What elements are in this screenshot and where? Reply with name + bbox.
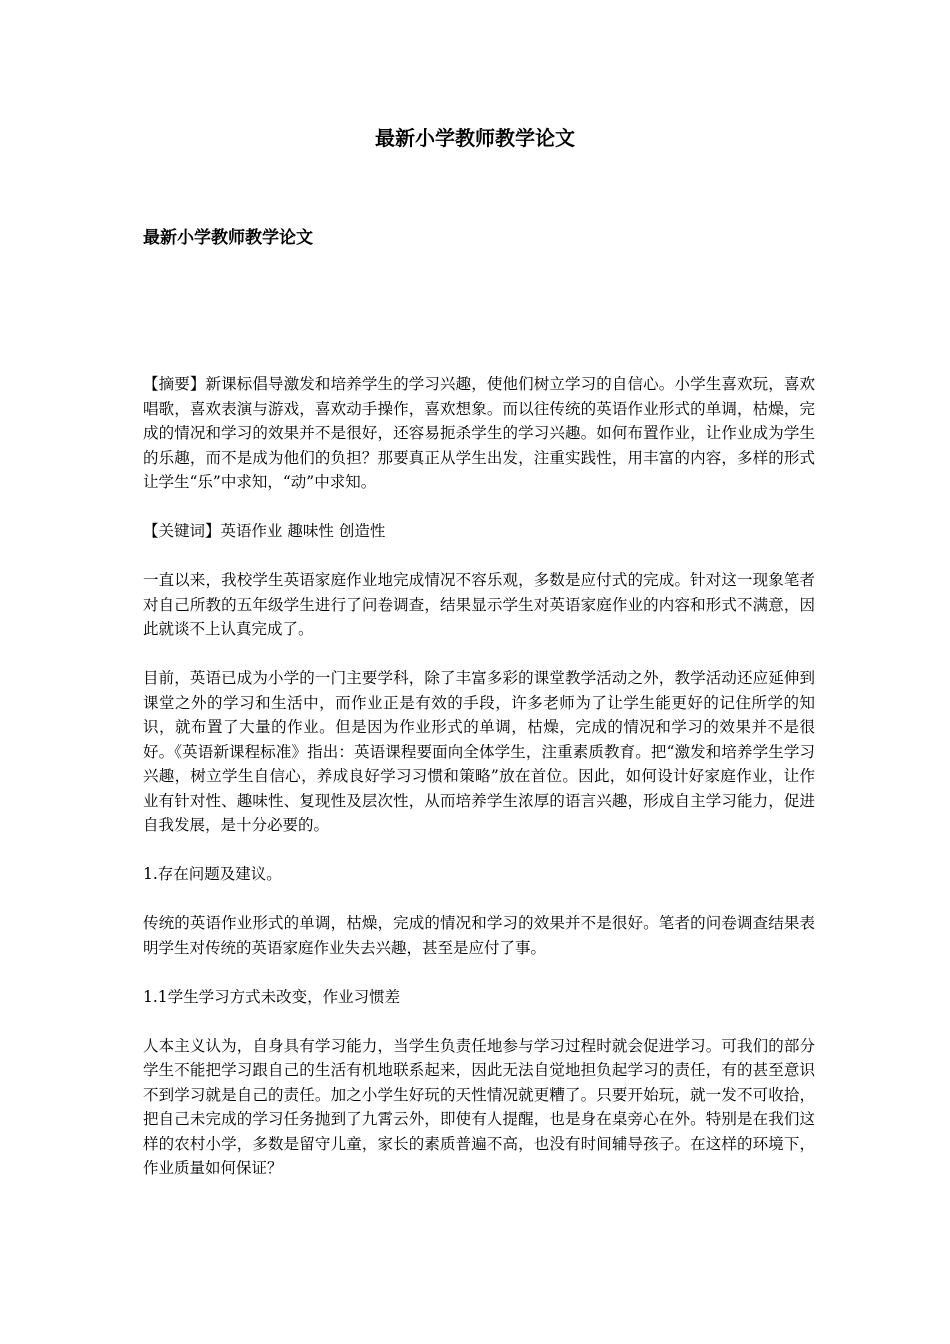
- document-body: [143, 372, 815, 1205]
- document-subtitle: 最新小学教师教学论文: [143, 228, 313, 248]
- body-paragraph: 传统的英语作业形式的单调，枯燥，完成的情况和学习的效果并不是很好。笔者的问卷调查结果表明学生对传统的英语家庭作业失去兴趣，甚至是应付了事。: [143, 914, 815, 957]
- keywords-paragraph: 【关键词】英语作业 趣味性 创造性: [143, 522, 386, 540]
- abstract-paragraph: 【摘要】新课标倡导激发和培养学生的学习兴趣，使他们树立学习的自信心。小学生喜欢玩，喜欢唱歌，喜欢表演与游戏，喜欢动手操作，喜欢想象。而以往传统的英语作业形式的单调，枯燥，完成的情况和学习的效果并不是很好，还容易扼杀学生的学习兴趣。如何布置作业，让作业成为学生的乐趣，而不是成为他们的负担？那要真正从学生出发，注重实践性，用丰富的内容，多样的形式让学生“乐”中求知，“动”中求知。: [143, 375, 815, 491]
- body-paragraph: 人本主义认为，自身具有学习能力，当学生负责任地参与学习过程时就会促进学习。可我们的部分学生不能把学习跟自己的生活有机地联系起来，因此无法自觉地担负起学习的责任，有的甚至意识不到学习就是自己的责任。加之小学生好玩的天性情况就更糟了。只要开始玩，就一发不可收拾，把自己未完成的学习任务抛到了九霄云外，即使有人提醒，也是身在桌旁心在外。特别是在我们这样的农村小学，多数是留守儿童，家长的素质普遍不高，也没有时间辅导孩子。在这样的环境下，作业质量如何保证？: [143, 1036, 815, 1177]
- document-title: 最新小学教师教学论文: [375, 126, 575, 150]
- body-paragraph: 一直以来，我校学生英语家庭作业地完成情况不容乐观，多数是应付式的完成。针对这一现象笔者对自己所教的五年级学生进行了问卷调查，结果显示学生对英语家庭作业的内容和形式不满意，因此就谈不上认真完成了。: [143, 571, 815, 638]
- section-heading: 1.存在问题及建议。: [143, 865, 282, 883]
- subsection-heading: 1.1学生学习方式未改变，作业习惯差: [143, 987, 401, 1006]
- body-paragraph: 目前，英语已成为小学的一门主要学科，除了丰富多彩的课堂教学活动之外，教学活动还应延伸到课堂之外的学习和生活中，而作业正是有效的手段，许多老师为了让学生能更好的记住所学的知识，就布置了大量的作业。但是因为作业形式的单调，枯燥，完成的情况和学习的效果并不是很好。《英语新课程标准》指出：英语课程要面向全体学生，注重素质教育。把“激发和培养学生学习兴趣，树立学生自信心，养成良好学习习惯和策略”放在首位。因此，如何设计好家庭作业，让作业有针对性、趣味性、复现性及层次性，从而培养学生浓厚的语言兴趣，形成自主学习能力，促进自我发展，是十分必要的。: [143, 669, 815, 834]
